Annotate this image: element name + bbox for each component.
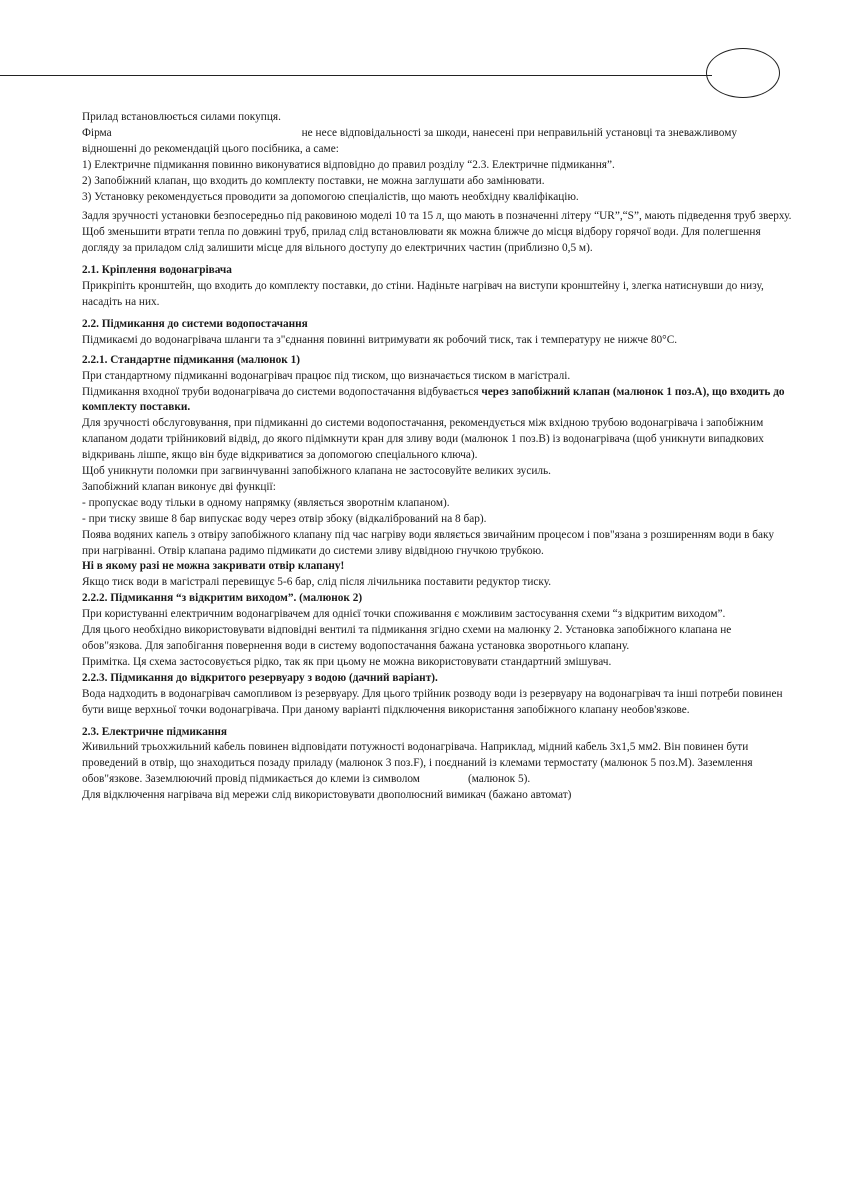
section-2-2-1-paragraph-5: Запобіжний клапан виконує дві функції: [82, 480, 276, 493]
section-2-2-1-list-item-1: - пропускає воду тільки в одному напрямку (являється зворотнім клапаном). [82, 496, 450, 509]
intro-paragraph-1: Прилад встановлюється силами покупця. [82, 111, 281, 123]
section-2-2-2-paragraph-2: Для цього необхідно використовувати відповідні вентилі та підмикання згідно схеми на малюнку 2. Установка запобіжного клапана не обов"язкова. Для запобігання повернення води в систему водопостачання бажана установка зворотнього клапану. [82, 624, 732, 652]
section-2-2-3-text: Вода надходить в водонагрівач самопливом із резервуару. Для цього трійник розводу води із резервуару на водонагрівач та інші потреби повинен бути вище верхньої точки водонагрівача. При даному варіанті підключення використання запобіжного клапану необов'язкове. [82, 687, 783, 716]
section-2-2-1-paragraph-7: Якщо тиск води в магістралі перевищує 5-6 бар, слід після лічильника поставити редуктор тиску. [82, 576, 552, 589]
section-2-2-3-heading: 2.2.3. Підмикання до відкритого резервуару з водою (дачний варіант). [82, 671, 438, 684]
intro-item-1: 1) Електричне підмикання повинно виконуватися відповідно до правил розділу “2.3. Електричне підмикання”. [82, 158, 615, 171]
section-2-2-2-paragraph-1: При користуванні електричним водонагрівачем для однієї точки споживання є можливим застосування схеми “з відкритим виходом”. [82, 608, 726, 621]
section-2-2-1-list-item-2: - при тиску звише 8 бар випускає воду через отвір збоку (відкалібрований на 8 бар). [82, 512, 487, 525]
section-2-3-paragraph-2: Для відключення нагрівача від мережи слід використовувати двополюсний вимикач (бажано автомат) [82, 789, 572, 802]
section-2-2-1-paragraph-1: При стандартному підмиканні водонагрівач працює під тиском, що визначається тиском в магістралі. [82, 369, 571, 382]
header-rule [0, 75, 712, 76]
intro-paragraph-4: Щоб зменьшити втрати тепла по довжині труб, прилад слід встановлювати як можна ближче до місця відбору горячої води. Для полегшення догляду за приладом слід залишити місце для вільного доступу до електричних частин (приблизно 0,5 м). [82, 226, 761, 255]
section-2-1-heading: 2.1. Кріплення водонагрівача [82, 264, 232, 277]
section-2-2-2-note: Примітка. Ця схема застосовується рідко, так як при цьому не можна використовувати стандартний змішувач. [82, 655, 612, 668]
section-2-2-1-paragraph-4: Щоб уникнути поломки при загвинчуванні запобіжного клапана не застосовуйте великих зусиль. [82, 465, 552, 478]
section-2-2-1-paragraph-2: Підмикання входної труби водонагрівача до системи водопостачання відбувається через запобіжний клапан (малюнок 1 поз.А), що входить до комплекту поставки. [82, 385, 785, 414]
section-2-2-2-heading: 2.2.2. Підмикання “з відкритим виходом”. (малюнок 2) [82, 592, 363, 605]
section-2-2-heading: 2.2. Підмикання до системи водопостачання [82, 317, 308, 330]
section-2-3-heading: 2.3. Електричне підмикання [82, 725, 228, 738]
warning-text: Ні в якому разі не можна закривати отвір клапану! [82, 560, 345, 573]
section-2-2-1-paragraph-6: Поява водяних капель з отвіру запобіжного клапану під час нагріву води являється звичайним процесом і пов"язана з розширенням води в баку при нагріванні. Отвір клапана радимо підмикати до системи зливу відвідною гнучкою трубкою. [82, 528, 775, 557]
section-2-1-text: Прикріпіть кронштейн, що входить до комплекту поставки, до стіни. Надіньте нагрівач на виступи кронштейну і, злегка натиснувши до низу, насадіть на них. [82, 280, 764, 308]
document-body [82, 110, 794, 804]
page-number-oval [706, 48, 780, 98]
section-2-2-text: Підмикаємі до водонагрівача шланги та з"єднання повинні витримувати як робочий тиск, так і температуру не нижче 80°С. [82, 333, 678, 346]
intro-item-3: 3) Установку рекомендується проводити за допомогою спеціалістів, що мають необхідну кваліфікацію. [82, 190, 579, 203]
intro-paragraph-3: Задля зручності установки безпосередньо під раковиною моделі 10 та 15 л, що мають в позначенні літеру “UR”,“S”, мають підведення труб зверху. [82, 210, 792, 223]
section-2-2-1-paragraph-3: Для зручності обслуговування, при підмиканні до системи водопостачання, рекомендується між вхідною трубою водонагрівача і запобіжним клапаном додати трійниковий відвід, до якого підімкнути кран для зливу води (малюнок 1 поз.В) із водонагрівача (щоб уникнути випадкових відкривань лішпе, якщо він буде відкриватися за допомогою спеціального ключа). [82, 417, 764, 462]
intro-paragraph-2: Фірма не несе відповідальності за шкоди, нанесені при неправильній установці та зневажливому відношенні до рекомендацій цього посібника, а саме: [82, 126, 737, 155]
section-2-2-1-heading: 2.2.1. Стандартне підмикання (малюнок 1) [82, 353, 300, 366]
section-2-3-paragraph-1: Живильний трьохжильний кабель повинен відповідати потужності водонагрівача. Наприклад, мідний кабель 3х1,5 мм2. Він повинен бути проведений в отвір, що знаходиться позаду приладу (малюнок 3 поз.F), і поєднаний із клемами термостату (малюнок 5 поз.М). Заземлення обов"язкове. Заземлюючий провід підмикається до клеми із символом (малюнок 5). [82, 741, 753, 786]
intro-item-2: 2) Запобіжний клапан, що входить до комплекту поставки, не можна заглушати або замінювати. [82, 174, 545, 187]
